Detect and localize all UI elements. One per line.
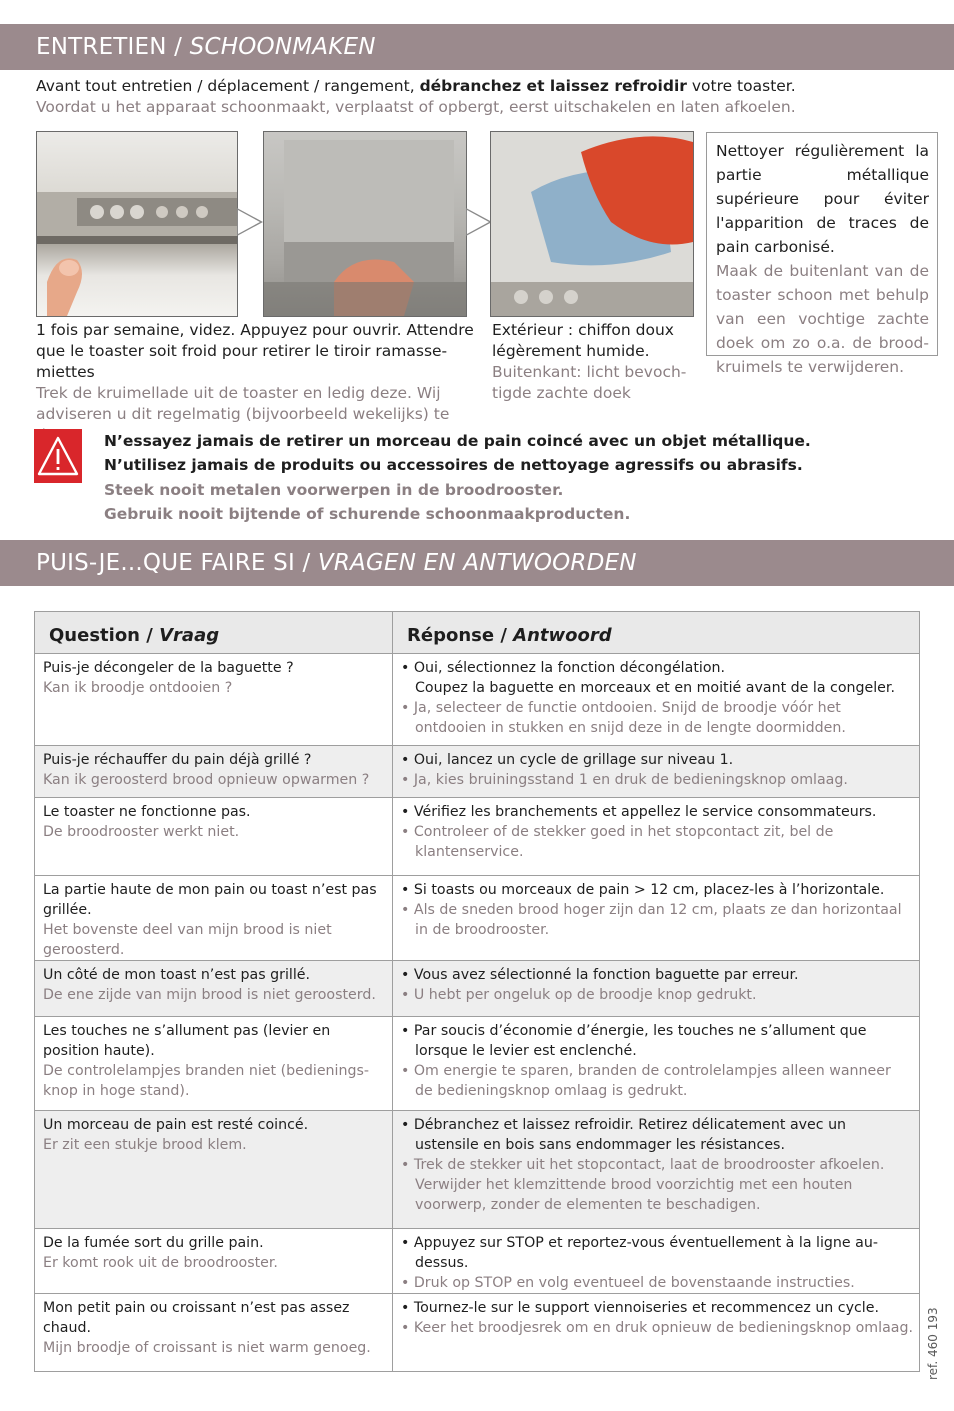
warning-fr-2: N’utilisez jamais de produits ou accessoires de nettoyage agressifs ou abrasifs. xyxy=(104,456,803,474)
answer-cell xyxy=(393,654,920,746)
answer-cell xyxy=(393,798,920,876)
warning-fr-1: N’essayez jamais de retirer un morceau de pain coincé avec un objet métallique. xyxy=(104,432,811,450)
question-nl: De controlelampjes branden niet (bedienings-knop in hoge stand). xyxy=(43,1063,369,1099)
answer-nl: • Keer het broodjesrek om en druk opnieuw de bedieningsknop omlaag. xyxy=(401,1320,913,1336)
question-cell xyxy=(35,1294,393,1372)
caption-crumb-tray xyxy=(36,320,486,446)
caption-crumb-tray-nl: Trek de kruimellade uit de toaster en ledig deze. Wij adviseren u dit regelmatig (bijvoorbeeld wekelijks) te xyxy=(36,384,450,423)
table-row xyxy=(35,961,920,1017)
intro-fr-text: Avant tout entretien / déplacement / rangement, xyxy=(36,77,420,95)
table-row xyxy=(35,1294,920,1372)
answer-fr-cont: Coupez la baguette en morceaux et en moitié avant de la congeler. xyxy=(415,680,895,696)
photo-tray-removed xyxy=(263,131,467,317)
warning-triangle-icon xyxy=(34,429,82,483)
section-title-fr: PUIS-JE...QUE FAIRE SI / xyxy=(36,550,318,576)
answer-cell xyxy=(393,1017,920,1111)
header-question-fr: Question / xyxy=(49,624,160,646)
section-header-faq xyxy=(0,540,954,586)
question-cell xyxy=(35,961,393,1017)
toaster-photo-illustration xyxy=(264,132,466,316)
intro-fr-end: votre toaster. xyxy=(686,77,796,95)
caption-exterior-fr: Extérieur : chiffon doux légèrement humide. xyxy=(492,321,674,360)
answer-fr: • Si toasts ou morceaux de pain > 12 cm, placez-les à l’horizontale. xyxy=(401,882,885,898)
table-row xyxy=(35,746,920,798)
tip-fr: Nettoyer régulièrement la partie métallique supérieure pour éviter l'apparition de traces de pain carbonisé. xyxy=(716,142,929,256)
question-fr: Le toaster ne fonctionne pas. xyxy=(43,804,251,820)
header-answer xyxy=(393,612,920,654)
question-cell xyxy=(35,1017,393,1111)
warning-nl-2: Gebruik nooit bijtende of schurende schoonmaakproducten. xyxy=(104,505,631,523)
table-row xyxy=(35,654,920,746)
table-row xyxy=(35,798,920,876)
question-cell xyxy=(35,876,393,961)
question-fr: Mon petit pain ou croissant n’est pas assez chaud. xyxy=(43,1300,350,1336)
faq-table xyxy=(34,611,920,1372)
answer-cell xyxy=(393,1294,920,1372)
intro-fr-bold: débranchez et laissez refroidir xyxy=(419,77,687,95)
toaster-photo-illustration xyxy=(491,132,693,316)
table-row xyxy=(35,1017,920,1111)
question-cell xyxy=(35,1229,393,1294)
answer-nl: • Druk op STOP en volg eventueel de bovenstaande instructies. xyxy=(401,1275,855,1291)
answer-cell xyxy=(393,746,920,798)
section-title-fr: ENTRETIEN / xyxy=(36,34,190,60)
section-title-nl: VRAGEN EN ANTWOORDEN xyxy=(317,550,637,576)
question-nl: Er komt rook uit de broodrooster. xyxy=(43,1255,278,1271)
table-row xyxy=(35,1111,920,1229)
answer-cell xyxy=(393,876,920,961)
question-fr: Les touches ne s’allument pas (levier en position haute). xyxy=(43,1023,331,1059)
warning-nl-1: Steek nooit metalen voorwerpen in de broodrooster. xyxy=(104,481,564,499)
cleaning-tip-box xyxy=(706,132,938,376)
header-answer-fr: Réponse / xyxy=(407,624,514,646)
photo-crumb-tray xyxy=(36,131,238,317)
question-cell xyxy=(35,654,393,746)
arrow-right-icon xyxy=(237,208,263,236)
caption-exterior xyxy=(492,320,692,404)
answer-fr: • Tournez-le sur le support viennoiseries et recommencez un cycle. xyxy=(401,1300,879,1316)
answer-fr: • Appuyez sur STOP et reportez-vous éventuellement à la ligne au-dessus. xyxy=(401,1235,878,1271)
photo-cloth-wipe xyxy=(490,131,694,317)
answer-fr: • Oui, lancez un cycle de grillage sur niveau 1. xyxy=(401,752,734,768)
intro-fr xyxy=(36,76,936,97)
question-nl: Kan ik broodje ontdooien ? xyxy=(43,680,233,696)
question-nl: Mijn broodje of croissant is niet warm genoeg. xyxy=(43,1340,371,1356)
answer-fr: • Vous avez sélectionné la fonction baguette par erreur. xyxy=(401,967,799,983)
caption-exterior-nl: Buitenkant: licht bevoch-tigde zachte doek xyxy=(492,363,687,402)
question-fr: De la fumée sort du grille pain. xyxy=(43,1235,264,1251)
question-nl: De broodrooster werkt niet. xyxy=(43,824,240,840)
intro-nl: Voordat u het apparaat schoonmaakt, verplaatst of opbergt, eerst uitschakelen en laten afkoelen. xyxy=(36,98,796,116)
question-nl: Het bovenste deel van mijn brood is niet geroosterd. xyxy=(43,922,332,958)
header-question-nl: Vraag xyxy=(159,624,220,646)
answer-fr: • Débranchez et laissez refroidir. Retirez délicatement avec un ustensile en bois sans endommager les résistances. xyxy=(401,1117,847,1153)
answer-fr: • Vérifiez les branchements et appellez le service consommateurs. xyxy=(401,804,877,820)
question-nl: Er zit een stukje brood klem. xyxy=(43,1137,247,1153)
question-fr: Puis-je décongeler de la baguette ? xyxy=(43,660,294,676)
answer-nl: • Ja, kies bruiningsstand 1 en druk de bedieningsknop omlaag. xyxy=(401,772,848,788)
question-cell xyxy=(35,1111,393,1229)
question-fr: Puis-je réchauffer du pain déjà grillé ? xyxy=(43,752,312,768)
header-answer-nl: Antwoord xyxy=(513,624,612,646)
answer-cell xyxy=(393,1229,920,1294)
table-row xyxy=(35,1229,920,1294)
answer-nl: • Als de sneden brood hoger zijn dan 12 cm, plaats ze dan horizontaal in de broodrooster. xyxy=(401,902,902,938)
answer-nl: • Om energie te sparen, branden de controlelampjes alleen wanneer de bedieningsknop omlaag is gedrukt. xyxy=(401,1063,891,1099)
answer-fr: • Par soucis d’économie d’énergie, les touches ne s’allument que lorsque le levier est enclenché. xyxy=(401,1023,867,1059)
arrow-right-icon xyxy=(466,208,492,236)
answer-fr: • Oui, sélectionnez la fonction décongélation. xyxy=(401,660,726,676)
answer-nl: • Trek de stekker uit het stopcontact, laat de broodrooster afkoelen. Verwijder het klemzittende brood voorzichtig met een houten voorwerp, zonder de elementen te beschadigen. xyxy=(401,1157,885,1213)
tip-nl: Maak de buitenlant van de toaster schoon met behulp van een vochtige zachte doek om zo o.a. de brood-kruimels te verwijderen. xyxy=(716,262,929,376)
question-nl: De ene zijde van mijn brood is niet geroosterd. xyxy=(43,987,376,1003)
reference-number: ref. 460 193 xyxy=(926,1307,940,1380)
toaster-photo-illustration xyxy=(37,132,237,316)
faq-header-row xyxy=(35,612,920,654)
section-header-entretien xyxy=(0,24,954,70)
answer-nl: • U hebt per ongeluk op de broodje knop gedrukt. xyxy=(401,987,757,1003)
answer-nl: • Ja, selecteer de functie ontdooien. Snijd de broodje vóór het ontdooien in stukken en snijd deze in de lengte doormidden. xyxy=(401,700,846,736)
answer-cell xyxy=(393,961,920,1017)
question-fr: Un côté de mon toast n’est pas grillé. xyxy=(43,967,311,983)
caption-crumb-tray-fr: 1 fois par semaine, videz. Appuyez pour ouvrir. Attendre que le toaster soit froid pour retirer le tiroir ramasse-miettes xyxy=(36,321,474,381)
section-title-nl: SCHOONMAKEN xyxy=(189,34,376,60)
question-fr: Un morceau de pain est resté coincé. xyxy=(43,1117,309,1133)
question-nl: Kan ik geroosterd brood opnieuw opwarmen ? xyxy=(43,772,370,788)
answer-cell xyxy=(393,1111,920,1229)
header-question xyxy=(35,612,393,654)
question-fr: La partie haute de mon pain ou toast n’est pas grillée. xyxy=(43,882,377,918)
table-row xyxy=(35,876,920,961)
answer-nl: • Controleer of de stekker goed in het stopcontact zit, bel de klantenservice. xyxy=(401,824,834,860)
question-cell xyxy=(35,798,393,876)
question-cell xyxy=(35,746,393,798)
